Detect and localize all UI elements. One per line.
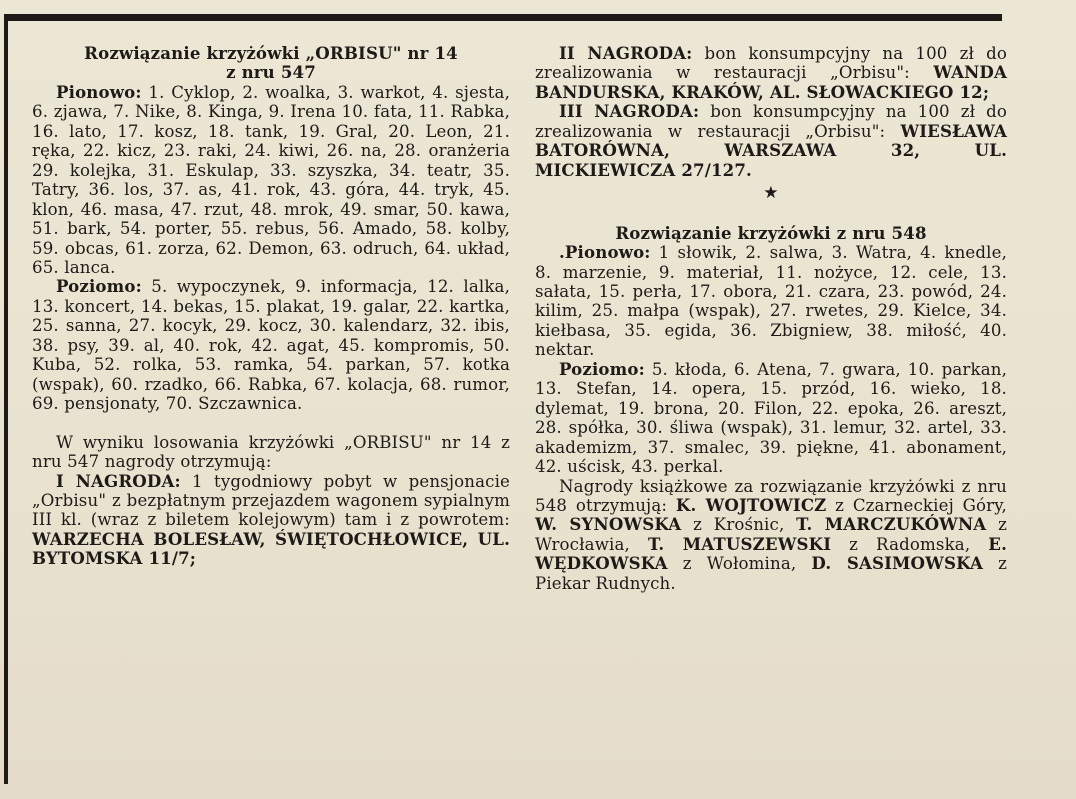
pionowo-text: 1. Cyklop, 2. woalka, 3. warkot, 4. sjesta, 6. zjawa, 7. Nike, 8. Kinga, 9. Irena 10. fata, 11. Rabka, 16. lato, 17. kosz, 18. tank, 19. Gral, 20. Leon, 21. ręka, 22. kicz, 23. raki, 24. kiwi, 26. na, 28. oranżeria 29. kolejka, 31. Eskulap, 33. szyszka, 34. teatr, 35. Tatry, 36. los, 37. as, 41. rok, 43. góra, 44. tryk, 45. klon, 46. masa, 47. rzut, 48. mrok, 49. smar, 50. kawa, 51. bark, 54. porter, 55. rebus, 56. Amado, 58. kolby, 59. obcas, 61. zorza, 62. Demon, 63. odruch, 64. układ, 65. lanca.	[32, 82, 510, 277]
winner-1-from: z Czarneckiej Góry,	[826, 495, 1007, 515]
winner-5: E. WĘDKOWSKA	[535, 533, 1007, 574]
poziomo-paragraph-2	[535, 360, 1007, 477]
losowanie-text: W wyniku losowania krzyżówki „ORBISU" nr 14 z nru 547 nagrody otrzymują:	[32, 432, 510, 472]
article-title-2: Rozwiązanie krzyżówki z nru 548	[615, 222, 927, 243]
poziomo-label: Poziomo:	[56, 276, 142, 297]
winner-6-from: z Piekar Rudnych.	[535, 554, 1007, 593]
winner-4-from: z Radomska,	[831, 534, 989, 554]
title-line-1: Rozwiązanie krzyżówki „ORBISU" nr 14	[84, 43, 458, 63]
pionowo-paragraph-2	[535, 243, 1007, 360]
nagroda-3-text: bon konsumpcyjny na 100 zł do zrealizowania w restauracji „Orbisu":	[535, 102, 1007, 141]
winner-5-from: z Wołomina,	[667, 554, 812, 574]
left-rule	[4, 14, 8, 784]
winner-2-from: z Krośnic,	[681, 515, 797, 535]
nagroda-3-paragraph	[535, 102, 1007, 180]
winner-3: T. MARCZUKÓWNA	[796, 514, 987, 535]
nagroda-3-winner: WIESŁAWA BATORÓWNA, WARSZAWA 32, UL. MICKIEWICZA 27/127.	[535, 120, 1007, 180]
pionowo-paragraph	[32, 83, 510, 278]
left-column	[32, 44, 510, 569]
nagroda-2-text: bon konsumpcyjny na 100 zł do zrealizowania w restauracji „Orbisu":	[535, 44, 1007, 83]
title-line-2: z nru 547	[226, 62, 316, 83]
nagroda-2-paragraph	[535, 44, 1007, 102]
star-separator-icon: ★	[763, 183, 779, 204]
nagroda-1-paragraph	[32, 472, 510, 569]
pionowo-text-2: 1 słowik, 2. salwa, 3. Watra, 4. knedle, 8. marzenie, 9. materiał, 11. nożyce, 12. cele, 13. sałata, 15. perła, 17. obora, 21. czara, 23. powód, 24. kilim, 25. małpa (wspak), 27. rwetes, 29. Kielce, 34. kiełbasa, 35. egida, 36. Zbigniew, 38. miłość, 40. nektar.	[535, 243, 1007, 360]
right-column	[535, 44, 1007, 593]
pionowo-label-2: .Pionowo:	[559, 242, 651, 263]
nagrody-intro: Nagrody książkowe za rozwiązanie krzyżówki z nru 548 otrzymują:	[535, 476, 1007, 515]
spacer	[32, 414, 510, 433]
pionowo-label: Pionowo:	[56, 81, 142, 102]
winner-1: K. WOJTOWICZ	[675, 494, 827, 515]
poziomo-text-2: 5. kłoda, 6. Atena, 7. gwara, 10. parkan, 13. Stefan, 14. opera, 15. przód, 16. wieko, 18. dylemat, 19. brona, 20. Filon, 22. epoka, 26. areszt, 28. spółka, 30. śliwa (wspak), 31. lemur, 32. artel, 33. akademizm, 37. smalec, 39. piękne, 41. abonament, 42. uścisk, 43. perkal.	[535, 359, 1007, 477]
nagroda-1-label: I NAGRODA:	[56, 470, 181, 491]
nagroda-3-label: III NAGRODA:	[559, 101, 700, 122]
winner-6: D. SASIMOWSKA	[811, 553, 984, 574]
nagrody-ksiazkowe-paragraph	[535, 477, 1007, 594]
article-title	[32, 44, 510, 83]
nagroda-1-text: 1 tygodniowy pobyt w pensjonacie „Orbisu" z bezpłatnym przejazdem wagonem sypialnym III kl. (wraz z biletem kolejowym) tam i z powrotem:	[32, 471, 511, 530]
winner-3-from: z Wrocławia,	[535, 515, 1007, 554]
top-rule	[4, 14, 1002, 21]
poziomo-label-2: Poziomo:	[559, 358, 645, 379]
nagroda-1-winner: WARZECHA BOLESŁAW, ŚWIĘTOCHŁOWICE, UL. BYTOMSKA 11/7;	[32, 528, 510, 569]
winner-2: W. SYNOWSKA	[535, 514, 682, 535]
poziomo-text: 5. wypoczynek, 9. informacja, 12. lalka, 13. koncert, 14. bekas, 15. plakat, 19. galar, 22. kartka, 25. sanna, 27. kocyk, 29. kocz, 30. kalendarz, 32. ibis, 38. psy, 39. al, 40. rok, 42. agat, 45. kompromis, 50. Kuba, 52. rolka, 53. ramka, 54. parkan, 57. kotka (wspak), 60. rzadko, 66. Rabka, 67. kolacja, 68. rumor, 69. pensjonaty, 70. Szczawnica.	[32, 277, 510, 414]
nagroda-2-label: II NAGRODA:	[559, 43, 693, 63]
nagroda-2-winner: WANDA BANDURSKA, KRAKÓW, AL. SŁOWACKIEGO 12;	[535, 62, 1007, 102]
winner-4: T. MATUSZEWSKI	[647, 533, 832, 554]
losowanie-paragraph	[32, 433, 510, 472]
poziomo-paragraph	[32, 277, 510, 413]
